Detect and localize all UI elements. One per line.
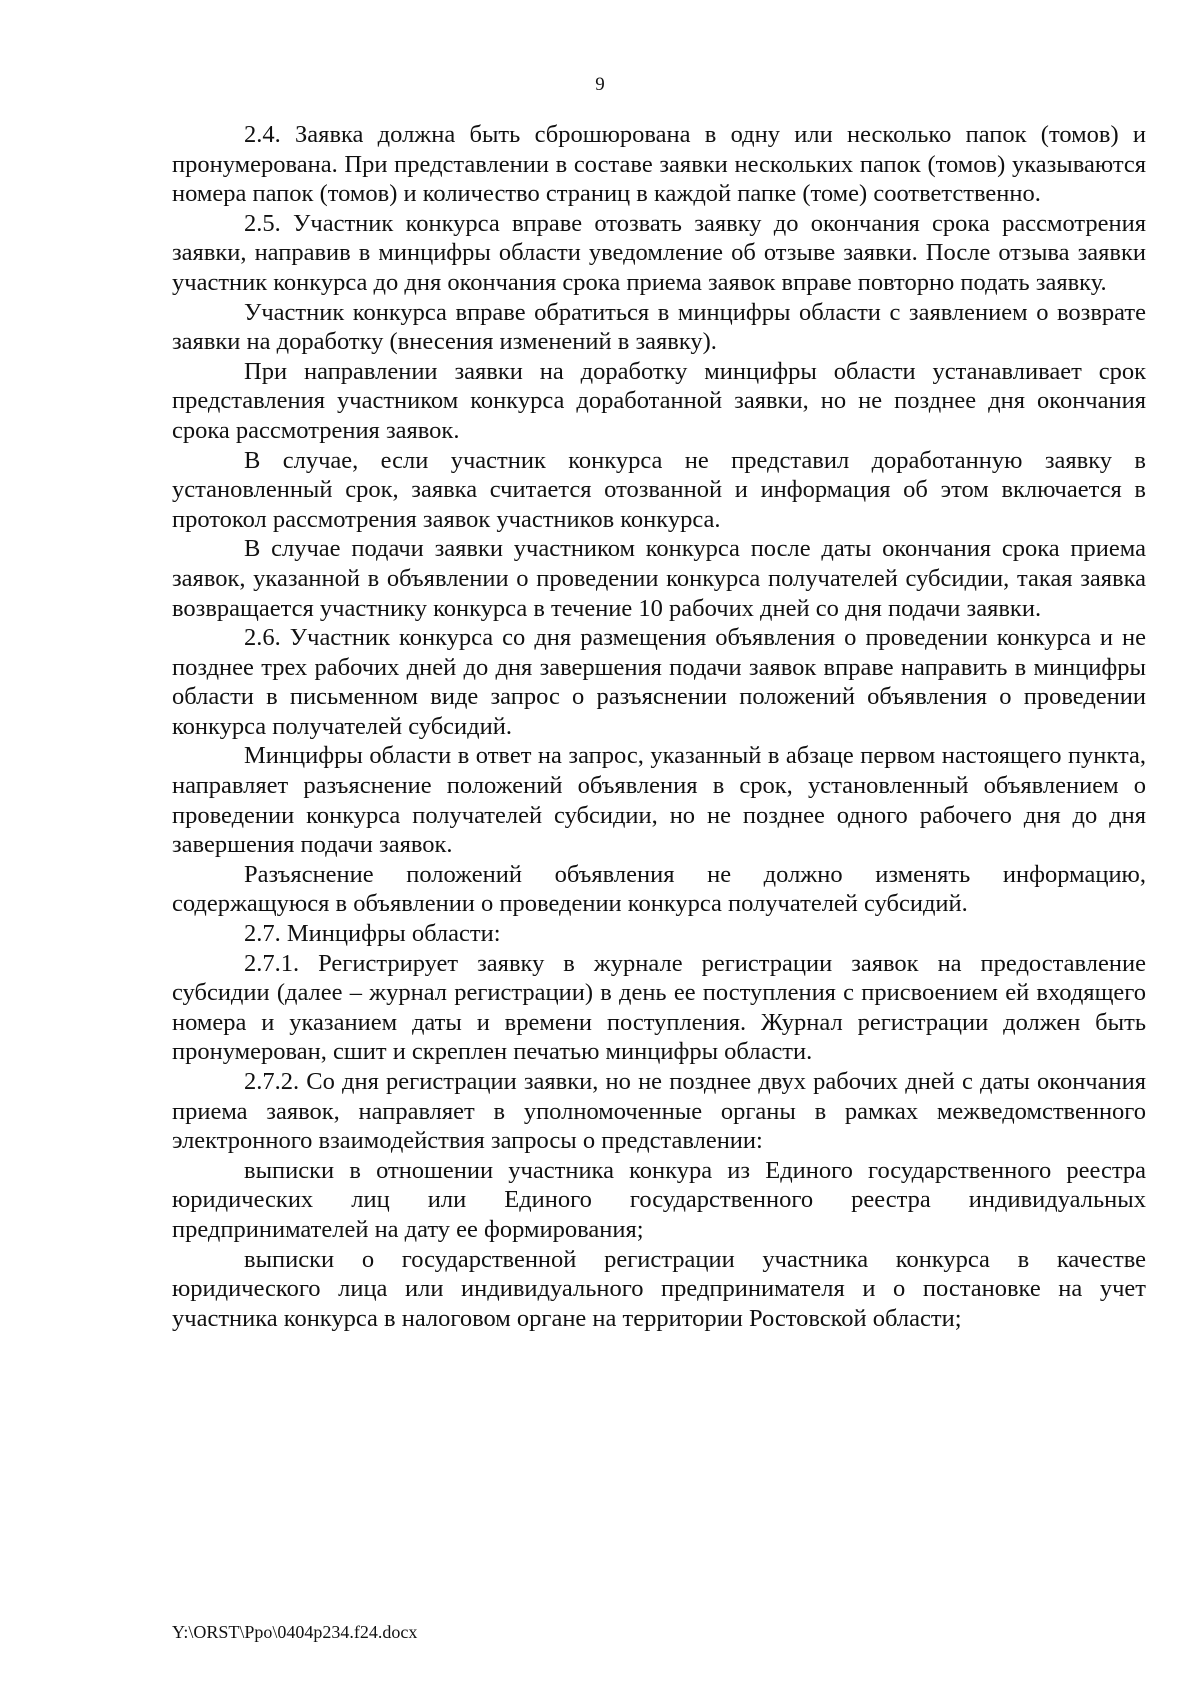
- footer-file-path: Y:\ORST\Ppo\0404p234.f24.docx: [172, 1622, 418, 1642]
- paragraph-registration-extract: выписки о государственной регистрации участника конкурса в качестве юридического лица или индивидуального предпринимателя и о постановке на учет участника конкурса в налоговом органе на территории Ростовской области;: [172, 1245, 1146, 1332]
- page-number: 9: [595, 74, 605, 95]
- paragraph-registry-extract: выписки в отношении участника конкура из Единого государственного реестра юридических лиц или Единого государственного реестра индивидуальных предпринимателей на дату ее формирования;: [172, 1156, 1146, 1243]
- paragraph-late-submission: В случае подачи заявки участником конкурса после даты окончания срока приема заявок, указанной в объявлении о проведении конкурса получателей субсидии, такая заявка возвращается участнику конкурса в течение 10 рабочих дней со дня подачи заявки.: [172, 535, 1146, 622]
- paragraph-revision-deadline: При направлении заявки на доработку минцифры области устанавливает срок представления участником конкурса доработанной заявки, но не позднее дня окончания срока рассмотрения заявок.: [172, 357, 1146, 444]
- paragraph-clarification-limit: Разъяснение положений объявления не должно изменять информацию, содержащуюся в объявлении о проведении конкурса получателей субсидий.: [172, 860, 1146, 918]
- paragraph-2-4: 2.4. Заявка должна быть сброшюрована в одну или несколько папок (томов) и пронумерована. При представлении в составе заявки нескольких папок (томов) указываются номера папок (томов) и количество страниц в каждой папке (томе) соответственно.: [172, 121, 1146, 208]
- paragraph-2-5: 2.5. Участник конкурса вправе отозвать заявку до окончания срока рассмотрения заявки, направив в минцифры области уведомление об отзыве заявки. После отзыва заявки участник конкурса до дня окончания срока приема заявок вправе повторно подать заявку.: [172, 209, 1146, 296]
- document-body: [172, 120, 1146, 1333]
- paragraph-2-7: 2.7. Минцифры области:: [244, 920, 501, 948]
- paragraph-not-submitted: В случае, если участник конкурса не представил доработанную заявку в установленный срок, заявка считается отозванной и информация об этом включается в протокол рассмотрения заявок участников конкурса.: [172, 446, 1146, 533]
- paragraph-clarification-response: Минцифры области в ответ на запрос, указанный в абзаце первом настоящего пункта, направляет разъяснение положений объявления в срок, установленный объявлением о проведении конкурса получателей субсидии, но не позднее одного рабочего дня до дня завершения подачи заявок.: [172, 742, 1146, 859]
- paragraph-return-request: Участник конкурса вправе обратиться в минцифры области с заявлением о возврате заявки на доработку (внесения изменений в заявку).: [172, 298, 1146, 356]
- paragraph-2-7-2: 2.7.2. Со дня регистрации заявки, но не позднее двух рабочих дней с даты окончания приема заявок, направляет в уполномоченные органы в рамках межведомственного электронного взаимодействия запросы о представлении:: [172, 1068, 1146, 1155]
- paragraph-2-7-1: 2.7.1. Регистрирует заявку в журнале регистрации заявок на предоставление субсидии (далее – журнал регистрации) в день ее поступления с присвоением ей входящего номера и указанием даты и времени поступления. Журнал регистрации должен быть пронумерован, сшит и скреплен печатью минцифры области.: [172, 949, 1146, 1066]
- paragraph-2-6: 2.6. Участник конкурса со дня размещения объявления о проведении конкурса и не позднее трех рабочих дней до дня завершения подачи заявок вправе направить в минцифры области в письменном виде запрос о разъяснении положений объявления о проведении конкурса получателей субсидий.: [172, 624, 1146, 740]
